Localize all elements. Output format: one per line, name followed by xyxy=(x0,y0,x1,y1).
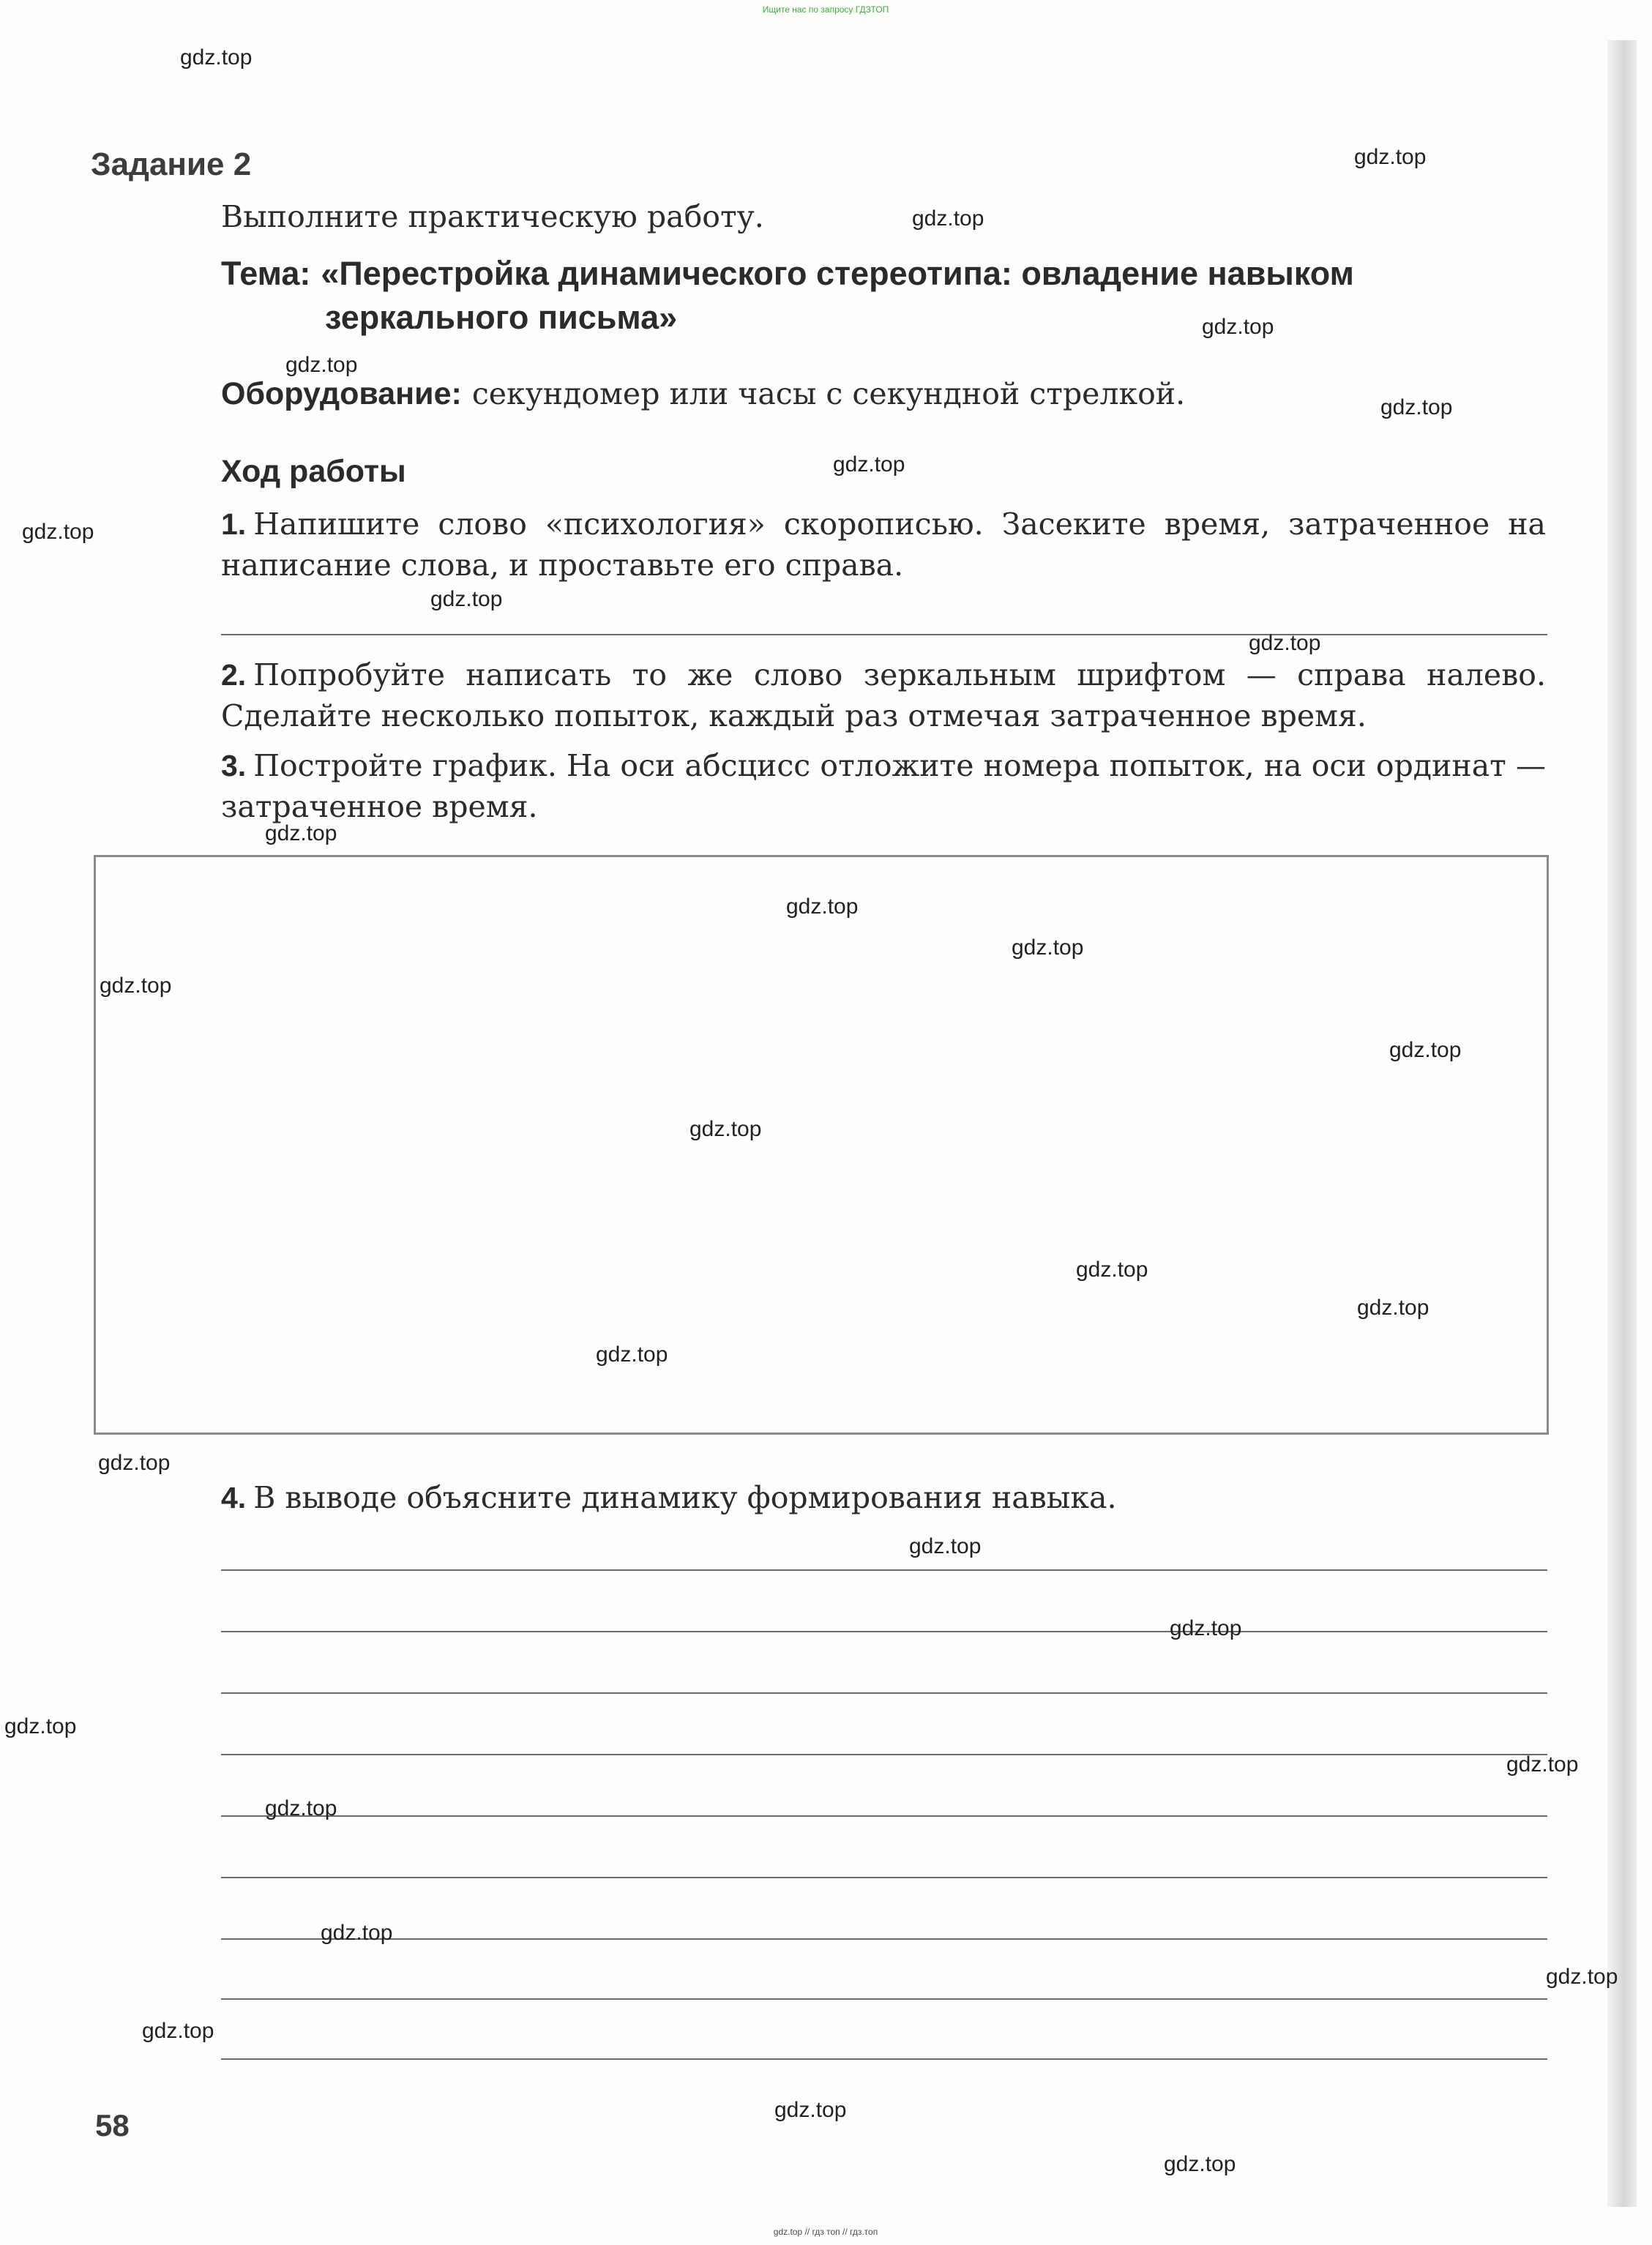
theme-line-2: зеркального письма» xyxy=(325,299,678,336)
watermark: gdz.top xyxy=(321,1921,393,1945)
watermark: gdz.top xyxy=(1389,1038,1462,1062)
watermark: gdz.top xyxy=(833,452,905,477)
step-text: Постройте график. На оси абсцисс отложите номера попыток, на оси ординат — затраченное время. xyxy=(221,748,1546,824)
book-edge xyxy=(1607,40,1637,2207)
step-1 xyxy=(221,504,1546,586)
watermark: gdz.top xyxy=(4,1714,77,1738)
theme xyxy=(221,252,1553,340)
answer-line[interactable] xyxy=(221,1938,1547,1940)
step-number: 1. xyxy=(221,507,247,541)
graph-box[interactable] xyxy=(94,855,1549,1435)
watermark: gdz.top xyxy=(1546,1965,1618,1989)
equipment xyxy=(221,376,1185,412)
watermark: gdz.top xyxy=(596,1342,668,1367)
watermark: gdz.top xyxy=(786,894,859,919)
watermark: gdz.top xyxy=(180,45,253,70)
watermark: gdz.top xyxy=(98,1451,171,1475)
watermark: gdz.top xyxy=(689,1117,762,1141)
step-text: Напишите слово «психология» скорописью. Засеките время, затраченное на написание слова, и проставьте его справа. xyxy=(221,507,1546,583)
watermark: gdz.top xyxy=(22,520,94,544)
watermark: gdz.top xyxy=(430,587,503,611)
watermark: gdz.top xyxy=(1164,2152,1236,2176)
step-text: Попробуйте написать то же слово зеркальным шрифтом — справа налево. Сделайте несколько попыток, каждый раз отмечая затраченное время. xyxy=(221,657,1546,733)
watermark: gdz.top xyxy=(265,1796,337,1820)
watermark: gdz.top xyxy=(1170,1616,1242,1640)
step-number: 3. xyxy=(221,749,247,782)
step-3 xyxy=(221,745,1546,827)
task-intro: Выполните практическую работу. xyxy=(221,199,764,234)
theme-label: Тема: xyxy=(221,255,311,292)
answer-line[interactable] xyxy=(221,1569,1547,1571)
page-number: 58 xyxy=(95,2108,130,2143)
step-number: 4. xyxy=(221,1481,247,1514)
bottom-banner: gdz.top // гдз топ // гдз.топ xyxy=(773,2227,878,2237)
watermark: gdz.top xyxy=(1357,1296,1429,1320)
step-4 xyxy=(221,1477,1546,1518)
watermark: gdz.top xyxy=(1380,395,1453,419)
step-number: 2. xyxy=(221,658,247,692)
answer-line[interactable] xyxy=(221,2058,1547,2060)
watermark: gdz.top xyxy=(142,2019,214,2043)
watermark: gdz.top xyxy=(1076,1258,1148,1282)
watermark: gdz.top xyxy=(1506,1752,1579,1777)
watermark: gdz.top xyxy=(1012,935,1084,960)
watermark: gdz.top xyxy=(912,206,984,231)
answer-line[interactable] xyxy=(221,1998,1547,2000)
answer-line[interactable] xyxy=(221,1754,1547,1755)
watermark: gdz.top xyxy=(285,353,358,377)
task-title: Задание 2 xyxy=(91,146,252,182)
step-text: В выводе объясните динамику формирования навыка. xyxy=(253,1480,1117,1515)
watermark: gdz.top xyxy=(1354,145,1427,169)
watermark: gdz.top xyxy=(909,1534,982,1558)
watermark: gdz.top xyxy=(1249,631,1321,655)
answer-line-time[interactable] xyxy=(221,634,1547,635)
watermark: gdz.top xyxy=(265,821,337,845)
step-2 xyxy=(221,654,1546,736)
answer-line[interactable] xyxy=(221,1692,1547,1694)
progress-title: Ход работы xyxy=(221,454,406,489)
watermark: gdz.top xyxy=(774,2098,847,2122)
watermark: gdz.top xyxy=(1202,315,1274,339)
answer-line[interactable] xyxy=(221,1631,1547,1632)
watermark: gdz.top xyxy=(100,974,172,998)
theme-line-1: «Перестройка динамического стереотипа: овладение навыком xyxy=(321,255,1354,292)
answer-line[interactable] xyxy=(221,1877,1547,1878)
equipment-label: Оборудование: xyxy=(221,376,462,411)
answer-line[interactable] xyxy=(221,1815,1547,1817)
top-banner: Ищите нас по запросу ГДЗТОП xyxy=(762,4,889,15)
equipment-text: секундомер или часы с секундной стрелкой. xyxy=(471,376,1186,411)
